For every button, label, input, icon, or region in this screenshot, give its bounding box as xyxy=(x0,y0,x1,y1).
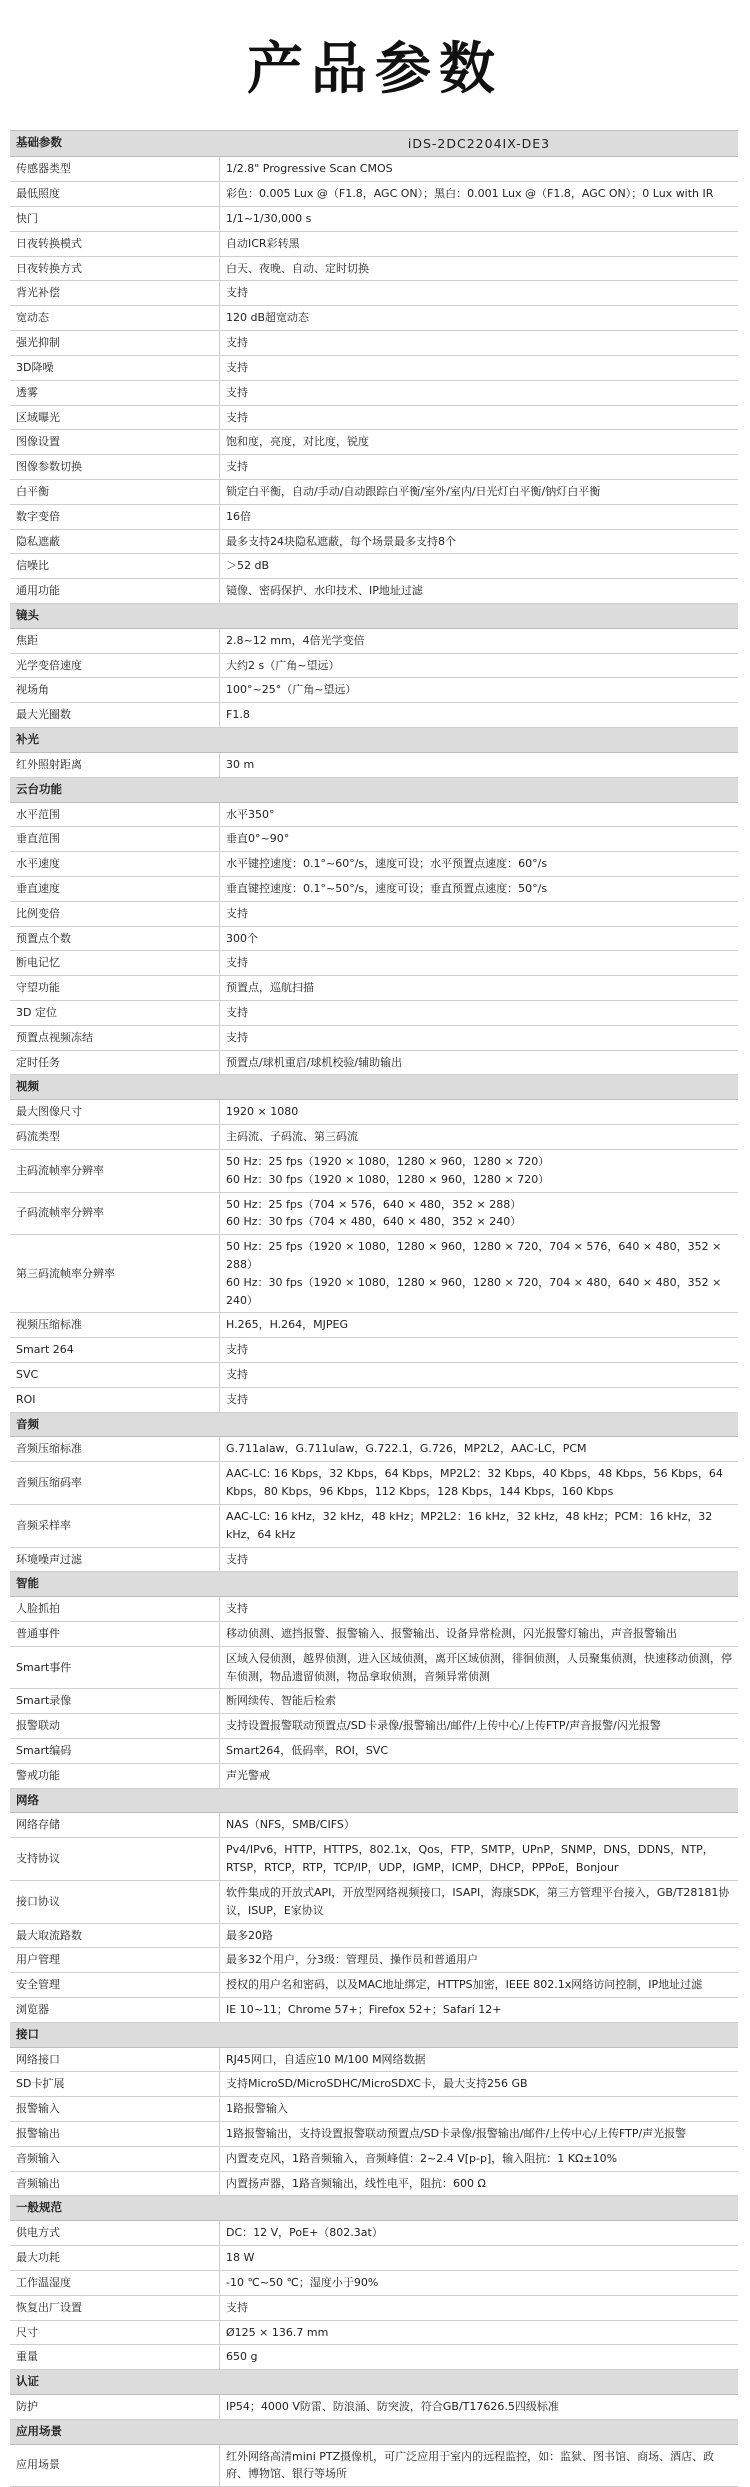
spec-value: 声光警戒 xyxy=(226,1768,270,1782)
spec-label: 最大功耗 xyxy=(10,2246,220,2270)
table-row xyxy=(10,1338,738,1363)
spec-value: 最多支持24块隐私遮蔽，每个场景最多支持8个 xyxy=(226,534,456,548)
table-row xyxy=(10,1813,738,1838)
table-row xyxy=(10,1764,738,1789)
table-row xyxy=(10,2246,738,2271)
table-row xyxy=(10,1462,738,1505)
spec-label: 音频输入 xyxy=(10,2147,220,2171)
spec-value: 锁定白平衡，自动/手动/自动跟踪白平衡/室外/室内/日光灯白平衡/钠灯白平衡 xyxy=(226,484,601,498)
spec-label: 码流类型 xyxy=(10,1125,220,1149)
spec-label: 报警联动 xyxy=(10,1714,220,1738)
spec-value: 1/1~1/30,000 s xyxy=(226,212,312,225)
table-row xyxy=(10,2345,738,2370)
spec-label: 重量 xyxy=(10,2345,220,2369)
spec-value: NAS（NFS，SMB/CIFS） xyxy=(226,1818,355,1832)
spec-label: 区域曝光 xyxy=(10,406,220,430)
spec-label: Smart事件 xyxy=(10,1647,220,1689)
spec-label: 垂直速度 xyxy=(10,877,220,901)
spec-value: 300个 xyxy=(226,931,258,945)
table-row xyxy=(10,902,738,927)
spec-value: 大约2 s（广角~望远） xyxy=(226,658,340,672)
spec-label: 3D降噪 xyxy=(10,356,220,380)
table-row xyxy=(10,1505,738,1548)
table-header xyxy=(10,131,738,157)
spec-value: 授权的用户名和密码，以及MAC地址绑定，HTTPS加密，IEEE 802.1x网络访问控制，IP地址过滤 xyxy=(226,1978,703,1992)
spec-value: 内置麦克风，1路音频输入，音频峰值：2~2.4 V[p-p]，输入阻抗：1 KΩ±10% xyxy=(226,2151,618,2165)
spec-label: 应用场景 xyxy=(10,2445,220,2487)
spec-label: 守望功能 xyxy=(10,976,220,1000)
spec-label: 垂直范围 xyxy=(10,827,220,851)
table-row xyxy=(10,678,738,703)
spec-label: 防护 xyxy=(10,2395,220,2419)
spec-table xyxy=(10,130,738,2487)
table-row xyxy=(10,356,738,381)
table-row xyxy=(10,976,738,1001)
spec-value: 支持MicroSD/MicroSDHC/MicroSDXC卡，最大支持256 GB xyxy=(226,2077,528,2091)
table-row xyxy=(10,281,738,306)
table-row xyxy=(10,1924,738,1949)
spec-label: 水平速度 xyxy=(10,852,220,876)
spec-label: 人脸抓拍 xyxy=(10,1597,220,1621)
model-number: iDS-2DC2204IX-DE3 xyxy=(407,136,551,151)
spec-label: 浏览器 xyxy=(10,1998,220,2022)
spec-value: RJ45网口，自适应10 M/100 M网络数据 xyxy=(226,2052,426,2066)
spec-label: 日夜转换模式 xyxy=(10,232,220,256)
table-row xyxy=(10,1647,738,1690)
spec-value: 红外网络高清mini PTZ摄像机，可广泛应用于室内的远程监控，如：监狱、图书馆、商场、酒店、政府、博物馆、银行等场所 xyxy=(226,2449,715,2481)
spec-label: 第三码流帧率分辨率 xyxy=(10,1235,220,1312)
table-row xyxy=(10,2122,738,2147)
spec-value: 18 W xyxy=(226,2251,255,2265)
section-title: 云台功能 xyxy=(10,778,738,803)
spec-value: 16倍 xyxy=(226,509,251,523)
spec-value: AAC-LC: 16 kHz，32 kHz，48 kHz；MP2L2：16 kHz，32 kHz，48 kHz；PCM：16 kHz，32 kHz，64 kHz xyxy=(226,1509,713,1541)
table-row xyxy=(10,1313,738,1338)
spec-value: F1.8 xyxy=(226,708,250,722)
spec-label: 报警输出 xyxy=(10,2122,220,2146)
spec-label: 背光补偿 xyxy=(10,281,220,305)
table-row xyxy=(10,703,738,728)
spec-value: Pv4/IPv6，HTTP，HTTPS，802.1x，Qos，FTP，SMTP，UPnP，SNMP，DNS，DDNS，NTP，RTSP，RTCP，RTP，TCP/IP，UDP，IGMP，ICMP，DHCP，PPPoE，Bonjour xyxy=(226,1843,714,1875)
spec-value: 支持 xyxy=(226,385,248,399)
spec-value: 支持 xyxy=(226,460,248,474)
spec-value: 区域入侵侦测，越界侦测，进入区域侦测，离开区域侦测，徘徊侦测，人员聚集侦测，快速移动侦测，停车侦测，物品遗留侦测，物品拿取侦测，音频异常侦测 xyxy=(226,1651,732,1683)
spec-value: 支持 xyxy=(226,1368,248,1381)
spec-value: 支持 xyxy=(226,2300,248,2314)
section-title: 一般规范 xyxy=(10,2196,738,2221)
spec-label: 强光抑制 xyxy=(10,331,220,355)
table-row xyxy=(10,1548,738,1573)
spec-value: IE 10~11；Chrome 57+；Firefox 52+；Safari 12+ xyxy=(226,2002,502,2016)
spec-value: 50 Hz：25 fps（1920 × 1080，1280 × 960，1280 × 720） 60 Hz：30 fps（1920 × 1080，1280 × 960，1280 × 720） xyxy=(226,1154,550,1186)
spec-value: 支持 xyxy=(226,956,248,970)
spec-label: 音频采样率 xyxy=(10,1505,220,1547)
table-row xyxy=(10,2147,738,2172)
spec-value: 支持 xyxy=(226,1030,248,1044)
table-row xyxy=(10,877,738,902)
spec-label: 工作温湿度 xyxy=(10,2271,220,2295)
spec-value: 软件集成的开放式API，开放型网络视频接口，ISAPI，海康SDK，第三方管理平台接入，GB/T28181协议，ISUP，E家协议 xyxy=(226,1885,730,1917)
spec-label: 白平衡 xyxy=(10,480,220,504)
spec-value: 支持设置报警联动预置点/SD卡录像/报警输出/邮件/上传中心/上传FTP/声音报警/闪光报警 xyxy=(226,1719,661,1733)
table-row xyxy=(10,554,738,579)
table-row xyxy=(10,579,738,604)
table-row xyxy=(10,827,738,852)
spec-value: DC：12 V，PoE+（802.3at） xyxy=(226,2226,383,2240)
table-row xyxy=(10,257,738,282)
spec-label: 比例变倍 xyxy=(10,902,220,926)
spec-value: 内置扬声器，1路音频输出，线性电平，阻抗：600 Ω xyxy=(226,2176,486,2190)
spec-value: 支持 xyxy=(226,1552,248,1566)
table-row xyxy=(10,951,738,976)
table-row xyxy=(10,2097,738,2122)
spec-label: 信噪比 xyxy=(10,554,220,578)
spec-label: 音频输出 xyxy=(10,2172,220,2196)
section-title: 网络 xyxy=(10,1789,738,1814)
table-row xyxy=(10,480,738,505)
spec-value: 1920 × 1080 xyxy=(226,1105,299,1119)
table-row xyxy=(10,1597,738,1622)
section-title: 接口 xyxy=(10,2023,738,2048)
table-row xyxy=(10,1973,738,1998)
spec-label: 隐私遮蔽 xyxy=(10,530,220,554)
table-row xyxy=(10,1100,738,1125)
table-row xyxy=(10,1235,738,1313)
spec-value: -10 ℃~50 ℃；湿度小于90% xyxy=(226,2275,379,2289)
spec-label: Smart录像 xyxy=(10,1689,220,1713)
spec-label: 最低照度 xyxy=(10,182,220,206)
spec-label: 尺寸 xyxy=(10,2321,220,2345)
spec-value: 100°~25°（广角~望远） xyxy=(226,683,357,697)
table-row xyxy=(10,2395,738,2420)
table-row xyxy=(10,1948,738,1973)
spec-value: 支持 xyxy=(226,1392,248,1406)
spec-label: 主码流帧率分辨率 xyxy=(10,1150,220,1192)
spec-label: 日夜转换方式 xyxy=(10,257,220,281)
header-label: 基础参数 xyxy=(16,135,62,149)
table-row xyxy=(10,2271,738,2296)
spec-value: 主码流、子码流、第三码流 xyxy=(226,1130,358,1144)
spec-label: 宽动态 xyxy=(10,306,220,330)
spec-value: H.265，H.264，MJPEG xyxy=(226,1318,348,1332)
table-row xyxy=(10,1622,738,1647)
table-row xyxy=(10,207,738,232)
table-row xyxy=(10,2296,738,2321)
table-row xyxy=(10,430,738,455)
spec-label: 预置点视频冻结 xyxy=(10,1026,220,1050)
spec-value: 水平350° xyxy=(226,807,275,821)
spec-value: 水平键控速度：0.1°~60°/s，速度可设；水平预置点速度：60°/s xyxy=(226,857,548,871)
spec-value: 支持 xyxy=(226,906,248,920)
spec-label: 预置点个数 xyxy=(10,927,220,951)
table-row xyxy=(10,381,738,406)
spec-label: 供电方式 xyxy=(10,2221,220,2245)
spec-value: 支持 xyxy=(226,336,248,350)
section-title: 智能 xyxy=(10,1572,738,1597)
table-row xyxy=(10,803,738,828)
spec-label: Smart 264 xyxy=(10,1338,220,1362)
table-row xyxy=(10,1026,738,1051)
spec-label: 子码流帧率分辨率 xyxy=(10,1193,220,1235)
spec-label: ROI xyxy=(10,1388,220,1412)
spec-value: 支持 xyxy=(226,410,248,424)
table-row xyxy=(10,2221,738,2246)
table-row xyxy=(10,455,738,480)
spec-label: 网络接口 xyxy=(10,2048,220,2072)
spec-label: 环境噪声过滤 xyxy=(10,1548,220,1572)
spec-label: 光学变倍速度 xyxy=(10,654,220,678)
spec-label: 红外照射距离 xyxy=(10,753,220,777)
spec-value: ＞52 dB xyxy=(226,559,270,573)
spec-label: 最大光圈数 xyxy=(10,703,220,727)
spec-label: 音频压缩码率 xyxy=(10,1462,220,1504)
spec-value: G.711alaw，G.711ulaw，G.722.1，G.726，MP2L2，AAC-LC，PCM xyxy=(226,1442,587,1456)
spec-value: 最多20路 xyxy=(226,1928,273,1942)
table-row xyxy=(10,1150,738,1193)
table-row xyxy=(10,1739,738,1764)
table-row xyxy=(10,654,738,679)
spec-label: 警戒功能 xyxy=(10,1764,220,1788)
spec-label: SD卡扩展 xyxy=(10,2072,220,2096)
spec-label: 接口协议 xyxy=(10,1881,220,1923)
table-row xyxy=(10,1001,738,1026)
table-row xyxy=(10,753,738,778)
spec-value: 移动侦测、遮挡报警、报警输入、报警输出、设备异常检测，闪光报警灯输出，声音报警输出 xyxy=(226,1626,677,1640)
spec-value: 50 Hz：25 fps（704 × 576，640 × 480，352 × 288） 60 Hz：30 fps（704 × 480，640 × 480，352 × 240） xyxy=(226,1197,522,1229)
spec-label: 用户管理 xyxy=(10,1948,220,1972)
spec-value: 1路报警输出，支持设置报警联动预置点/SD卡录像/报警输出/邮件/上传中心/上传FTP/声光报警 xyxy=(226,2127,687,2140)
spec-value: 自动ICR彩转黑 xyxy=(226,236,300,250)
spec-value: 白天、夜晚、自动、定时切换 xyxy=(226,261,369,275)
spec-value: 支持 xyxy=(226,1006,248,1019)
spec-value: 预置点，巡航扫描 xyxy=(226,981,314,995)
spec-label: 最大图像尺寸 xyxy=(10,1100,220,1124)
spec-value: 垂直键控速度：0.1°~50°/s，速度可设；垂直预置点速度：50°/s xyxy=(226,881,548,895)
spec-label: 传感器类型 xyxy=(10,157,220,181)
table-row xyxy=(10,852,738,877)
spec-label: 快门 xyxy=(10,207,220,231)
spec-label: 定时任务 xyxy=(10,1051,220,1075)
table-row xyxy=(10,2445,738,2487)
spec-label: 视场角 xyxy=(10,678,220,702)
table-row xyxy=(10,530,738,555)
spec-value: 最多32个用户，分3级：管理员、操作员和普通用户 xyxy=(226,1953,478,1967)
table-row xyxy=(10,232,738,257)
section-title: 补光 xyxy=(10,728,738,753)
table-row xyxy=(10,1714,738,1739)
spec-label: SVC xyxy=(10,1363,220,1387)
table-row xyxy=(10,1881,738,1924)
spec-label: 数字变倍 xyxy=(10,505,220,529)
spec-value: 650 g xyxy=(226,2350,258,2364)
table-row xyxy=(10,1998,738,2023)
spec-label: 透雾 xyxy=(10,381,220,405)
spec-label: 恢复出厂设置 xyxy=(10,2296,220,2320)
table-row xyxy=(10,629,738,654)
spec-label: 3D 定位 xyxy=(10,1001,220,1025)
spec-label: 普通事件 xyxy=(10,1622,220,1646)
spec-value: 预置点/球机重启/球机校验/辅助输出 xyxy=(226,1055,403,1069)
spec-value: AAC-LC: 16 Kbps，32 Kbps，64 Kbps，MP2L2：32 Kbps，40 Kbps，48 Kbps，56 Kbps，64 Kbps，80 Kbps，96 Kbps，112 Kbps，128 Kbps，144 Kbps，160 Kbps xyxy=(226,1467,723,1499)
table-row xyxy=(10,927,738,952)
spec-value: 支持 xyxy=(226,360,248,374)
spec-value: 彩色：0.005 Lux @（F1.8，AGC ON）；黑白：0.001 Lux @（F1.8，AGC ON）；0 Lux with IR xyxy=(226,187,714,201)
table-row xyxy=(10,1125,738,1150)
table-row xyxy=(10,505,738,530)
spec-value: 垂直0°~90° xyxy=(226,832,290,846)
spec-label: 音频压缩标准 xyxy=(10,1437,220,1461)
table-row xyxy=(10,157,738,182)
spec-value: Smart264，低码率，ROI，SVC xyxy=(226,1744,389,1757)
table-row xyxy=(10,331,738,356)
spec-value: 饱和度，亮度，对比度，锐度 xyxy=(226,435,369,449)
section-title: 音频 xyxy=(10,1413,738,1438)
spec-value: 30 m xyxy=(226,757,255,771)
spec-value: 支持 xyxy=(226,286,248,300)
spec-value: 120 dB超宽动态 xyxy=(226,311,310,325)
table-row xyxy=(10,1838,738,1881)
spec-value: 支持 xyxy=(226,1602,248,1616)
spec-value: IP54；4000 V防雷、防浪涌、防突波，符合GB/T17626.5四级标准 xyxy=(226,2399,559,2413)
spec-value: 50 Hz：25 fps（1920 × 1080，1280 × 960，1280 × 720，704 × 576，640 × 480，352 × 288） 60 Hz：30 fps（1920 × 1080，1280 × 960，1280 × 720，704 × 480，640 × 480，352 × 240） xyxy=(226,1240,722,1307)
spec-label: 焦距 xyxy=(10,629,220,653)
table-row xyxy=(10,1689,738,1714)
spec-label: 水平范围 xyxy=(10,803,220,827)
spec-value: 2.8~12 mm，4倍光学变倍 xyxy=(226,633,365,647)
table-row xyxy=(10,182,738,207)
spec-value: Ø125 × 136.7 mm xyxy=(226,2325,329,2339)
table-row xyxy=(10,1051,738,1076)
spec-value: 镜像、密码保护、水印技术、IP地址过滤 xyxy=(226,584,423,598)
section-title: 认证 xyxy=(10,2370,738,2395)
table-row xyxy=(10,2172,738,2197)
page-title: 产品参数 xyxy=(247,37,503,102)
section-title: 应用场景 xyxy=(10,2420,738,2445)
spec-value: 断网续传、智能后检索 xyxy=(226,1694,336,1708)
spec-label: 图像设置 xyxy=(10,430,220,454)
spec-value: 1路报警输入 xyxy=(226,2102,288,2116)
spec-label: 支持协议 xyxy=(10,1838,220,1880)
table-row xyxy=(10,1388,738,1413)
spec-label: 通用功能 xyxy=(10,579,220,603)
spec-label: 最大取流路数 xyxy=(10,1924,220,1948)
spec-label: 断电记忆 xyxy=(10,951,220,975)
spec-label: 视频压缩标准 xyxy=(10,1313,220,1337)
spec-label: Smart编码 xyxy=(10,1739,220,1763)
spec-label: 图像参数切换 xyxy=(10,455,220,479)
table-row xyxy=(10,1437,738,1462)
section-title: 视频 xyxy=(10,1075,738,1100)
table-row xyxy=(10,1193,738,1236)
table-row xyxy=(10,406,738,431)
table-row xyxy=(10,2072,738,2097)
spec-label: 网络存储 xyxy=(10,1813,220,1837)
spec-value: 1/2.8" Progressive Scan CMOS xyxy=(226,162,393,176)
table-row xyxy=(10,2048,738,2073)
table-row xyxy=(10,306,738,331)
spec-label: 安全管理 xyxy=(10,1973,220,1997)
spec-label: 报警输入 xyxy=(10,2097,220,2121)
table-row xyxy=(10,1363,738,1388)
table-row xyxy=(10,2321,738,2346)
spec-value: 支持 xyxy=(226,1343,248,1357)
section-title: 镜头 xyxy=(10,604,738,629)
